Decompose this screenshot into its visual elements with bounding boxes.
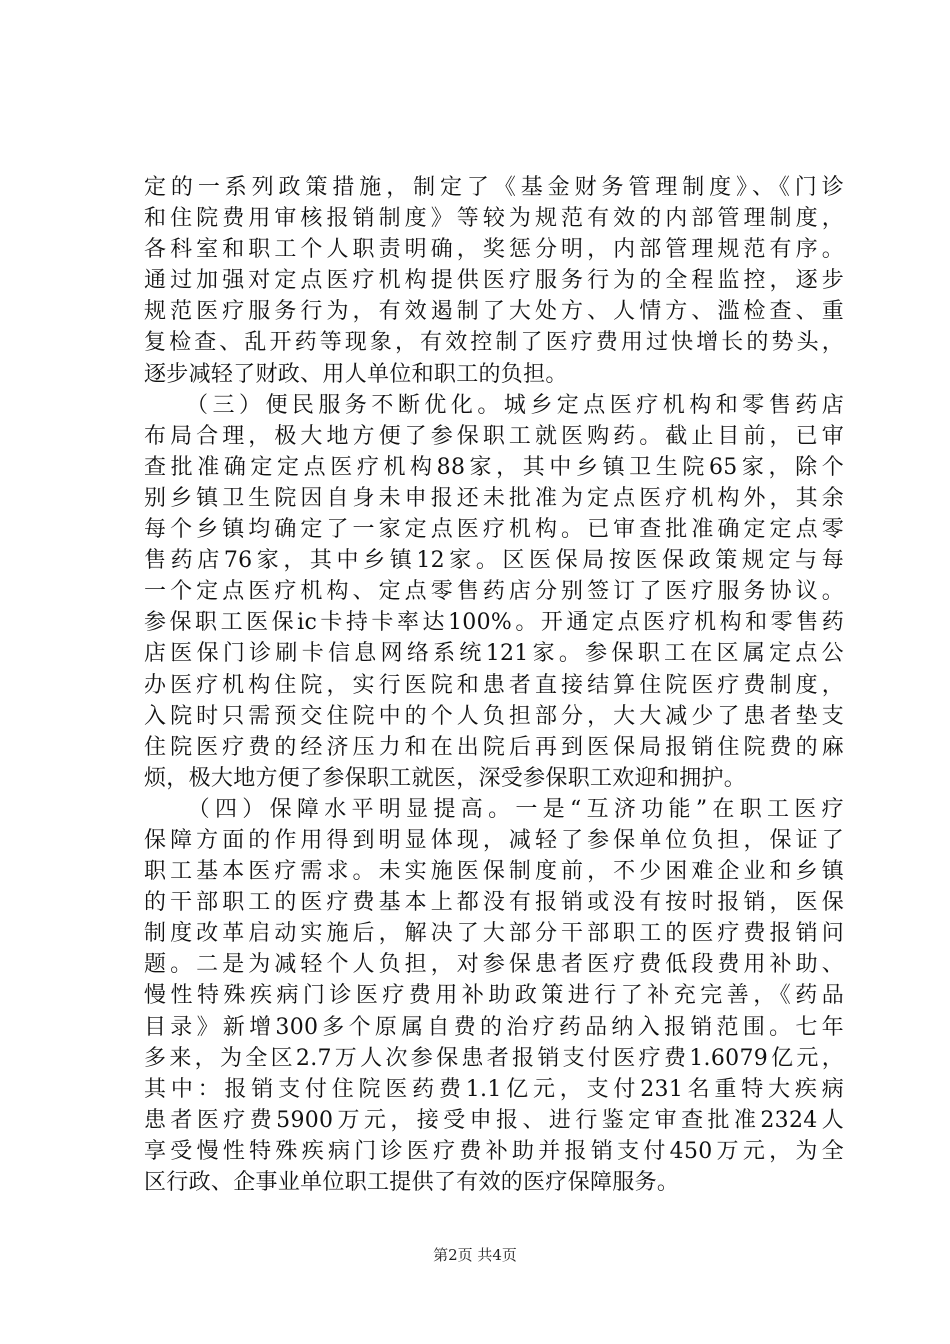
text-line: 目录》新增300多个原属自费的治疗药品纳入报销范围。七年 xyxy=(144,1014,844,1040)
text-line: 每个乡镇均确定了一家定点医疗机构。已审查批准确定定点零 xyxy=(144,517,844,543)
text-line: 制度改革启动实施后，解决了大部分干部职工的医疗费报销问 xyxy=(144,921,844,947)
text-line: 患者医疗费5900万元，接受申报、进行鉴定审查批准2324人 xyxy=(144,1107,844,1133)
text-line: 职工基本医疗需求。未实施医保制度前，不少困难企业和乡镇 xyxy=(144,859,844,885)
text-line: 别乡镇卫生院因自身未申报还未批准为定点医疗机构外，其余 xyxy=(144,485,844,511)
text-line: 多来，为全区2.7万人次参保患者报销支付医疗费1.6079亿元， xyxy=(144,1045,844,1071)
text-line: 的干部职工的医疗费基本上都没有报销或没有按时报销，医保 xyxy=(144,890,844,916)
text-line: 通过加强对定点医疗机构提供医疗服务行为的全程监控，逐步 xyxy=(144,268,844,294)
text-line: 区行政、企事业单位职工提供了有效的医疗保障服务。 xyxy=(144,1170,680,1195)
text-line: 一个定点医疗机构、定点零售药店分别签订了医疗服务协议。 xyxy=(144,579,844,605)
text-line: 复检查、乱开药等现象，有效控制了医疗费用过快增长的势头， xyxy=(144,330,844,356)
text-line: 烦，极大地方便了参保职工就医，深受参保职工欢迎和拥护。 xyxy=(144,765,747,791)
text-line: 查批准确定定点医疗机构88家，其中乡镇卫生院65家，除个 xyxy=(144,454,844,480)
document-body xyxy=(144,172,844,1198)
text-line: 和住院费用审核报销制度》等较为规范有效的内部管理制度， xyxy=(144,206,844,232)
text-line: 售药店76家，其中乡镇12家。区医保局按医保政策规定与每 xyxy=(144,548,844,574)
text-line: 定的一系列政策措施，制定了《基金财务管理制度》、《门诊 xyxy=(144,175,844,200)
text-line: 逐步减轻了财政、用人单位和职工的负担。 xyxy=(144,361,568,387)
text-line: （四）保障水平明显提高。一是“互济功能”在职工医疗 xyxy=(144,796,844,822)
text-line: 住院医疗费的经济压力和在出院后再到医保局报销住院费的麻 xyxy=(144,734,844,760)
text-line: 规范医疗服务行为，有效遏制了大处方、人情方、滥检查、重 xyxy=(144,299,844,325)
text-line: 享受慢性特殊疾病门诊医疗费补助并报销支付450万元，为全 xyxy=(144,1138,844,1164)
text-line: 题。二是为减轻个人负担，对参保患者医疗费低段费用补助、 xyxy=(144,952,844,978)
text-line: 入院时只需预交住院中的个人负担部分，大大减少了患者垫支 xyxy=(144,703,844,729)
text-line: 办医疗机构住院，实行医院和患者直接结算住院医疗费制度， xyxy=(144,672,844,698)
text-line: 保障方面的作用得到明显体现，减轻了参保单位负担，保证了 xyxy=(144,827,844,853)
page-number-footer: 第2页 共4页 xyxy=(433,1246,517,1264)
text-line: （三）便民服务不断优化。城乡定点医疗机构和零售药店 xyxy=(144,392,844,418)
text-line: 店医保门诊刷卡信息网络系统121家。参保职工在区属定点公 xyxy=(144,641,844,667)
text-line: 慢性特殊疾病门诊医疗费用补助政策进行了补充完善，《药品 xyxy=(144,983,844,1009)
text-line: 各科室和职工个人职责明确，奖惩分明，内部管理规范有序。 xyxy=(144,237,844,263)
text-line: 布局合理，极大地方便了参保职工就医购药。截止目前，已审 xyxy=(144,423,844,449)
text-line: 其中：报销支付住院医药费1.1亿元，支付231名重特大疾病 xyxy=(144,1076,844,1102)
text-line: 参保职工医保ic卡持卡率达100%。开通定点医疗机构和零售药 xyxy=(144,610,844,636)
